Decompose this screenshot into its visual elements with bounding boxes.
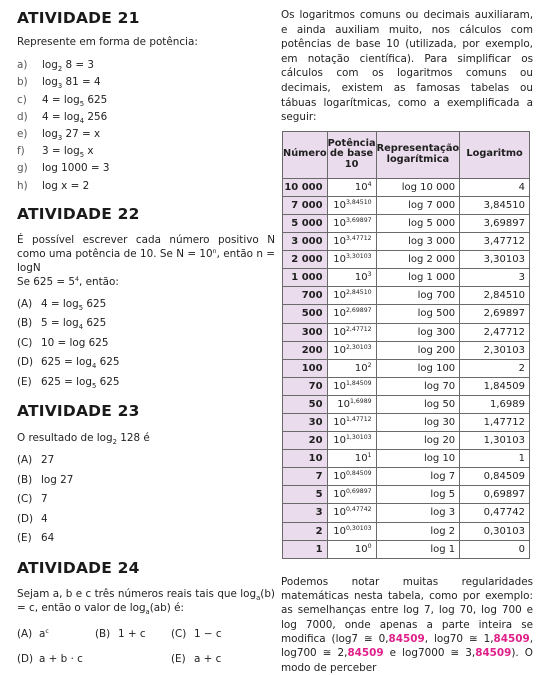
prompt-text-2: (b) = c, então o valor de log bbox=[17, 587, 275, 615]
cell-representacao: log 1 000 bbox=[376, 269, 460, 287]
power-base: 10 bbox=[333, 489, 346, 501]
option-value bbox=[39, 624, 49, 644]
expr-text: 625 bbox=[83, 317, 107, 330]
cell-potencia bbox=[327, 323, 376, 341]
cell-potencia bbox=[327, 214, 376, 232]
cell-logaritmo: 0,47742 bbox=[460, 504, 530, 522]
item-letter: h) bbox=[17, 179, 28, 192]
table-row bbox=[283, 432, 530, 450]
outro-paragraph bbox=[281, 575, 533, 675]
power-base: 10 bbox=[354, 362, 368, 374]
statement-text-2: , então n = logN bbox=[17, 248, 275, 275]
cell-representacao: log 10 000 bbox=[376, 178, 460, 196]
right-column bbox=[281, 8, 533, 675]
table-row bbox=[283, 196, 530, 214]
table-row bbox=[283, 377, 530, 395]
cell-representacao: log 300 bbox=[376, 323, 460, 341]
option-letter: (A) bbox=[17, 297, 33, 310]
cell-representacao: log 7 bbox=[376, 468, 460, 486]
power-base: 10 bbox=[333, 290, 346, 302]
exercise-item bbox=[17, 160, 275, 177]
atividade-23-title: ATIVIDADE 23 bbox=[17, 402, 140, 421]
table-header-row bbox=[283, 131, 530, 178]
expr-base: 3 bbox=[57, 134, 63, 143]
log-table-body bbox=[283, 178, 530, 558]
option-value: 64 bbox=[41, 532, 55, 545]
table-row bbox=[283, 287, 530, 305]
expr-text: 5 = log bbox=[41, 317, 79, 330]
prompt-sub-1: a bbox=[256, 593, 261, 602]
log-table bbox=[282, 131, 530, 559]
option-value: 7 bbox=[41, 493, 48, 506]
power-base: 10 bbox=[333, 217, 346, 229]
expr-base: 5 bbox=[91, 381, 97, 390]
exercise-item bbox=[17, 143, 275, 160]
cell-logaritmo: 2,30103 bbox=[460, 341, 530, 359]
item-letter: d) bbox=[17, 110, 28, 123]
option-value: 1 − c bbox=[194, 628, 222, 641]
cell-numero: 3 000 bbox=[283, 233, 328, 251]
option-item[interactable] bbox=[17, 471, 275, 491]
option-c[interactable] bbox=[171, 624, 222, 644]
cell-representacao: log 500 bbox=[376, 305, 460, 323]
option-letter: (B) bbox=[17, 473, 33, 486]
header-logaritmo: Logaritmo bbox=[460, 131, 530, 178]
atividade-23-options bbox=[17, 451, 275, 549]
cell-potencia bbox=[327, 287, 376, 305]
cell-potencia bbox=[327, 305, 376, 323]
item-letter: g) bbox=[17, 162, 28, 175]
header-representacao: Representação logarítmica bbox=[376, 131, 460, 178]
power-exponent: 3 bbox=[367, 271, 372, 279]
item-expression bbox=[42, 143, 94, 160]
expr-text: 4 = log bbox=[41, 297, 79, 310]
cell-logaritmo: 1 bbox=[460, 450, 530, 468]
cell-representacao: log 2 000 bbox=[376, 251, 460, 269]
option-letter: (E) bbox=[171, 653, 186, 666]
option-item[interactable] bbox=[17, 353, 275, 373]
power-exponent: 2,69897 bbox=[346, 307, 372, 315]
atividade-22-options bbox=[17, 295, 275, 393]
table-row bbox=[283, 413, 530, 431]
given-text-1: Se 625 = 5 bbox=[17, 276, 76, 289]
item-expression bbox=[42, 74, 101, 91]
power-base: 10 bbox=[333, 417, 346, 429]
item-letter: f) bbox=[17, 145, 25, 158]
exercise-item bbox=[17, 92, 275, 109]
power-base: 10 bbox=[333, 344, 346, 356]
option-letter: (A) bbox=[17, 454, 33, 467]
prompt-sub-2: a bbox=[145, 608, 150, 617]
cell-potencia bbox=[327, 359, 376, 377]
expr-text: 625 bbox=[83, 297, 107, 310]
option-item[interactable] bbox=[17, 490, 275, 510]
cell-logaritmo: 2 bbox=[460, 359, 530, 377]
cell-representacao: log 200 bbox=[376, 341, 460, 359]
atividade-22-given bbox=[17, 275, 275, 289]
cell-potencia bbox=[327, 233, 376, 251]
left-column bbox=[17, 8, 275, 669]
cell-potencia bbox=[327, 522, 376, 540]
cell-potencia bbox=[327, 504, 376, 522]
cell-potencia bbox=[327, 432, 376, 450]
option-letter: (D) bbox=[17, 512, 34, 525]
cell-representacao: log 70 bbox=[376, 377, 460, 395]
power-base: 10 bbox=[333, 326, 346, 338]
item-expression bbox=[42, 160, 110, 177]
cell-representacao: log 5 bbox=[376, 486, 460, 504]
cell-representacao: log 700 bbox=[376, 287, 460, 305]
option-letter: (A) bbox=[17, 628, 33, 641]
table-row bbox=[283, 341, 530, 359]
option-letter: (D) bbox=[17, 356, 34, 369]
cell-representacao: log 7 000 bbox=[376, 196, 460, 214]
item-expression bbox=[42, 126, 100, 143]
exercise-item bbox=[17, 126, 275, 143]
power-exponent: 1 bbox=[367, 452, 372, 460]
cell-numero: 10 000 bbox=[283, 178, 328, 196]
statement-text-1: É possível escrever cada número positivo N como uma potência de 10. Se N = 10 bbox=[17, 233, 275, 261]
table-row bbox=[283, 269, 530, 287]
power-exponent: 2,84510 bbox=[346, 289, 372, 297]
atividade-23-prompt bbox=[17, 431, 275, 445]
option-sup: c bbox=[45, 628, 49, 636]
expr-text: log x = 2 bbox=[42, 179, 90, 192]
expr-text: 625 bbox=[96, 375, 120, 388]
expr-text: 625 bbox=[96, 356, 120, 369]
atividade-24-options bbox=[17, 624, 275, 669]
expr-text: 4 = log bbox=[42, 93, 80, 106]
cell-logaritmo: 2,84510 bbox=[460, 287, 530, 305]
power-exponent: 1,47712 bbox=[346, 416, 372, 424]
option-value bbox=[41, 373, 119, 393]
expr-text: x bbox=[84, 145, 94, 158]
option-item[interactable] bbox=[17, 314, 275, 334]
power-exponent: 2 bbox=[367, 361, 372, 369]
outro-text: , log70 ≅ 1, bbox=[424, 632, 494, 645]
cell-numero: 30 bbox=[283, 413, 328, 431]
option-item[interactable] bbox=[17, 451, 275, 471]
cell-logaritmo: 0,30103 bbox=[460, 522, 530, 540]
option-value: 4 bbox=[41, 512, 48, 525]
cell-potencia bbox=[327, 450, 376, 468]
expr-text: 8 = 3 bbox=[62, 59, 95, 72]
expr-text: 81 = 4 bbox=[62, 76, 101, 89]
table-row bbox=[283, 450, 530, 468]
power-base: 10 bbox=[354, 453, 368, 465]
prompt-text-1: O resultado de log bbox=[17, 432, 113, 445]
cell-numero: 10 bbox=[283, 450, 328, 468]
cell-numero: 1 000 bbox=[283, 269, 328, 287]
header-potencia: Potência de base 10 bbox=[327, 131, 376, 178]
cell-logaritmo: 1,47712 bbox=[460, 413, 530, 431]
table-row bbox=[283, 305, 530, 323]
cell-numero: 700 bbox=[283, 287, 328, 305]
cell-numero: 500 bbox=[283, 305, 328, 323]
cell-logaritmo: 2,47712 bbox=[460, 323, 530, 341]
cell-potencia bbox=[327, 395, 376, 413]
power-exponent: 1,30103 bbox=[346, 434, 372, 442]
outro-text: , log700 ≅ 2, bbox=[281, 632, 533, 660]
power-exponent: 2,47712 bbox=[346, 325, 372, 333]
cell-numero: 70 bbox=[283, 377, 328, 395]
cell-logaritmo: 3,47712 bbox=[460, 233, 530, 251]
outro-text: ). O modo de perceber bbox=[281, 647, 533, 674]
cell-potencia bbox=[327, 269, 376, 287]
expr-text: log bbox=[42, 128, 58, 141]
expr-text: 3 = log bbox=[42, 145, 80, 158]
cell-potencia bbox=[327, 413, 376, 431]
cell-numero: 2 bbox=[283, 522, 328, 540]
cell-logaritmo: 3,69897 bbox=[460, 214, 530, 232]
expr-base: 5 bbox=[79, 99, 85, 108]
cell-numero: 200 bbox=[283, 341, 328, 359]
option-letter: (C) bbox=[17, 493, 33, 506]
power-exponent: 0,47742 bbox=[346, 506, 372, 514]
table-row bbox=[283, 395, 530, 413]
expr-text: 10 = log 625 bbox=[41, 336, 109, 349]
option-value: a + b · c bbox=[39, 653, 83, 666]
exercise-item bbox=[17, 74, 275, 91]
cell-potencia bbox=[327, 178, 376, 196]
expr-base: 4 bbox=[79, 116, 85, 125]
option-item[interactable] bbox=[17, 334, 275, 354]
cell-potencia bbox=[327, 196, 376, 214]
atividade-22-title: ATIVIDADE 22 bbox=[17, 204, 140, 223]
outro-text: e log7000 ≅ 3, bbox=[383, 647, 476, 660]
item-expression bbox=[42, 109, 107, 126]
power-exponent: 2,30103 bbox=[346, 343, 372, 351]
cell-potencia bbox=[327, 468, 376, 486]
table-row bbox=[283, 178, 530, 196]
table-row bbox=[283, 486, 530, 504]
cell-potencia bbox=[327, 341, 376, 359]
power-base: 10 bbox=[337, 398, 350, 410]
cell-numero: 50 bbox=[283, 395, 328, 413]
prompt-text-2: 128 é bbox=[116, 432, 150, 445]
power-base: 10 bbox=[333, 380, 346, 392]
power-exponent: 0,84509 bbox=[346, 470, 372, 478]
option-value: 27 bbox=[41, 454, 55, 467]
cell-representacao: log 30 bbox=[376, 413, 460, 431]
cell-numero: 100 bbox=[283, 359, 328, 377]
exercise-item bbox=[17, 178, 275, 195]
exercise-item bbox=[17, 57, 275, 74]
cell-numero: 7 bbox=[283, 468, 328, 486]
cell-representacao: log 5 000 bbox=[376, 214, 460, 232]
expr-base: 4 bbox=[91, 362, 97, 371]
cell-logaritmo: 0,84509 bbox=[460, 468, 530, 486]
option-value bbox=[41, 334, 109, 354]
item-letter: e) bbox=[17, 128, 28, 141]
atividade-22-statement bbox=[17, 233, 275, 276]
item-expression bbox=[42, 178, 89, 195]
item-letter: b) bbox=[17, 76, 28, 89]
option-value bbox=[41, 295, 106, 315]
expr-text: log bbox=[42, 59, 58, 72]
atividade-24-prompt bbox=[17, 587, 275, 615]
option-letter: (B) bbox=[17, 317, 33, 330]
option-letter: (C) bbox=[171, 628, 187, 641]
power-base: 10 bbox=[354, 272, 368, 284]
power-base: 10 bbox=[333, 236, 346, 248]
exercise-item bbox=[17, 109, 275, 126]
expr-text: 625 bbox=[84, 93, 108, 106]
cell-potencia bbox=[327, 377, 376, 395]
table-row bbox=[283, 323, 530, 341]
highlight-decimal: 84509 bbox=[493, 632, 530, 645]
power-exponent: 1,84509 bbox=[346, 379, 372, 387]
expr-text: log bbox=[42, 76, 58, 89]
power-exponent: 4 bbox=[367, 180, 372, 188]
item-letter: c) bbox=[17, 93, 27, 106]
power-base: 10 bbox=[333, 199, 346, 211]
option-letter: (B) bbox=[95, 628, 111, 641]
option-value: 1 + c bbox=[118, 628, 146, 641]
atividade-21-title: ATIVIDADE 21 bbox=[17, 9, 140, 27]
cell-numero: 20 bbox=[283, 432, 328, 450]
option-value: log 27 bbox=[41, 473, 74, 486]
power-exponent: 0,30103 bbox=[346, 524, 372, 532]
highlight-decimal: 84509 bbox=[388, 632, 425, 645]
option-base: a bbox=[39, 628, 46, 641]
intro-paragraph: Os logaritmos comuns ou decimais auxiliaram, e ainda auxiliam muito, nos cálculos com potências de base 10 (utilizada, por exemplo, em notação científica). Para simplificar os cálculos com os logaritmos comuns ou decimais, existem as famosas tabelas ou tábuas logarítmicas, como a exemplificada a seguir: bbox=[281, 9, 533, 124]
expr-base: 5 bbox=[79, 151, 85, 160]
option-letter: (E) bbox=[17, 375, 32, 388]
cell-logaritmo: 1,6989 bbox=[460, 395, 530, 413]
prompt-text-3: (ab) é: bbox=[149, 602, 184, 615]
item-expression bbox=[42, 57, 94, 74]
power-exponent: 3,69897 bbox=[346, 216, 372, 224]
option-value bbox=[41, 314, 106, 334]
cell-logaritmo: 1,84509 bbox=[460, 377, 530, 395]
option-item[interactable] bbox=[17, 529, 275, 549]
option-b[interactable] bbox=[95, 624, 171, 644]
expr-base: 3 bbox=[57, 82, 63, 91]
cell-numero: 1 bbox=[283, 540, 328, 558]
cell-representacao: log 100 bbox=[376, 359, 460, 377]
power-exponent: 0,69897 bbox=[346, 488, 372, 496]
cell-numero: 2 000 bbox=[283, 251, 328, 269]
expr-text: 4 = log bbox=[42, 110, 80, 123]
table-row bbox=[283, 359, 530, 377]
option-value bbox=[41, 353, 119, 373]
option-value: a + c bbox=[194, 653, 222, 666]
option-item[interactable] bbox=[17, 510, 275, 530]
power-base: 10 bbox=[333, 435, 346, 447]
expr-base: 4 bbox=[78, 323, 84, 332]
cell-representacao: log 3 000 bbox=[376, 233, 460, 251]
cell-numero: 7 000 bbox=[283, 196, 328, 214]
power-exponent: 0 bbox=[367, 542, 372, 550]
expr-base: 2 bbox=[57, 65, 63, 74]
highlight-decimal: 84509 bbox=[475, 647, 512, 660]
atividade-21-prompt: Represente em forma de potência: bbox=[17, 36, 198, 48]
cell-representacao: log 10 bbox=[376, 450, 460, 468]
cell-numero: 3 bbox=[283, 504, 328, 522]
option-a[interactable] bbox=[17, 624, 95, 644]
cell-logaritmo: 2,69897 bbox=[460, 305, 530, 323]
header-numero: Número bbox=[283, 131, 328, 178]
option-letter: (D) bbox=[17, 653, 34, 666]
table-row bbox=[283, 468, 530, 486]
table-row bbox=[283, 251, 530, 269]
power-exponent: 1,6989 bbox=[349, 397, 372, 405]
option-letter: (C) bbox=[17, 336, 33, 349]
power-exponent: 3,30103 bbox=[346, 253, 372, 261]
expr-text: 256 bbox=[84, 110, 108, 123]
cell-representacao: log 20 bbox=[376, 432, 460, 450]
cell-numero: 300 bbox=[283, 323, 328, 341]
outro-text: Podemos notar muitas regularidades matemáticas nesta tabela, como por exemplo: as semelhanças entre log 7, log 70, log 700 e log 7000, onde apenas a parte inteira se modifica (log7 ≅ 0, bbox=[281, 575, 533, 645]
given-sup: 4 bbox=[75, 276, 79, 284]
item-expression bbox=[42, 92, 107, 109]
cell-logaritmo: 4 bbox=[460, 178, 530, 196]
power-base: 10 bbox=[333, 525, 346, 537]
cell-representacao: log 50 bbox=[376, 395, 460, 413]
table-row bbox=[283, 540, 530, 558]
cell-logaritmo: 3,30103 bbox=[460, 251, 530, 269]
table-row bbox=[283, 504, 530, 522]
atividade-21-items bbox=[17, 57, 275, 195]
power-base: 10 bbox=[354, 543, 368, 555]
statement-sup-1: n bbox=[212, 248, 217, 256]
option-letter: (E) bbox=[17, 532, 32, 545]
expr-text: 625 = log bbox=[41, 375, 92, 388]
power-base: 10 bbox=[333, 254, 346, 266]
cell-representacao: log 3 bbox=[376, 504, 460, 522]
table-row bbox=[283, 214, 530, 232]
power-base: 10 bbox=[354, 181, 368, 193]
expr-text: 625 = log bbox=[41, 356, 92, 369]
cell-representacao: log 1 bbox=[376, 540, 460, 558]
prompt-text-1: Sejam a, b e c três números reais tais que log bbox=[17, 587, 257, 600]
option-e[interactable] bbox=[171, 649, 221, 669]
cell-logaritmo: 1,30103 bbox=[460, 432, 530, 450]
item-letter: a) bbox=[17, 59, 28, 72]
option-d[interactable] bbox=[17, 649, 171, 669]
expr-text: log 1000 = 3 bbox=[42, 162, 110, 175]
cell-logaritmo: 3,84510 bbox=[460, 196, 530, 214]
cell-numero: 5 000 bbox=[283, 214, 328, 232]
cell-logaritmo: 0,69897 bbox=[460, 486, 530, 504]
cell-potencia bbox=[327, 540, 376, 558]
power-base: 10 bbox=[333, 507, 346, 519]
cell-potencia bbox=[327, 486, 376, 504]
option-item[interactable] bbox=[17, 373, 275, 393]
cell-logaritmo: 3 bbox=[460, 269, 530, 287]
cell-logaritmo: 0 bbox=[460, 540, 530, 558]
expr-text: 27 = x bbox=[62, 128, 101, 141]
option-item[interactable] bbox=[17, 295, 275, 315]
power-base: 10 bbox=[333, 308, 346, 320]
atividade-24-title: ATIVIDADE 24 bbox=[17, 558, 140, 577]
power-base: 10 bbox=[333, 471, 346, 483]
cell-representacao: log 2 bbox=[376, 522, 460, 540]
highlight-decimal: 84509 bbox=[347, 647, 384, 660]
expr-base: 5 bbox=[78, 303, 84, 312]
table-row bbox=[283, 233, 530, 251]
table-row bbox=[283, 522, 530, 540]
power-exponent: 3,84510 bbox=[346, 198, 372, 206]
given-text-2: , então: bbox=[78, 276, 119, 289]
prompt-sub: 2 bbox=[112, 438, 117, 447]
power-exponent: 3,47712 bbox=[346, 235, 372, 243]
cell-numero: 5 bbox=[283, 486, 328, 504]
cell-potencia bbox=[327, 251, 376, 269]
